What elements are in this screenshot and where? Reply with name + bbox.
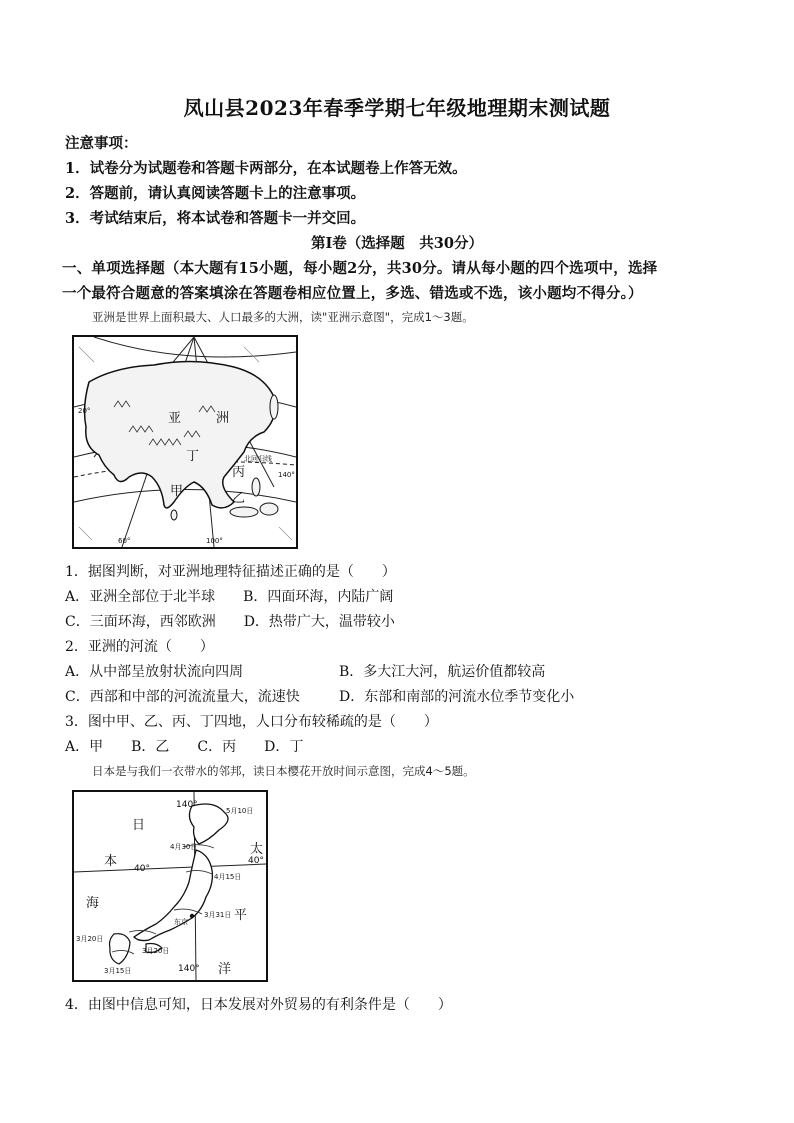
q1-stem: 1．据图判断，对亚洲地理特征描述正确的是（ ） [65,564,396,580]
japan-tokyo-label: 东京 [174,918,188,926]
q1-options-row2: C．三面环海，西邻欧洲 D．热带广大，温带较小 [65,614,395,630]
japan-date-331: 3月31日 [204,911,232,919]
notice-1: 1．试卷分为试题卷和答题卡两部分，在本试题卷上作答无效。 [65,160,467,177]
asia-label-ding: 丁 [186,449,200,464]
q2-option-c: C．西部和中部的河流流量大，流速快 [65,689,300,705]
asia-label-zhou: 洲 [216,411,230,426]
exam-title: 凤山县2023年春季学期七年级地理期末测试题 [183,96,611,120]
asia-label-ya: 亚 [168,411,182,426]
japan-date-315: 3月15日 [104,967,132,975]
part-heading: 第Ⅰ卷（选择题 共30分） [311,235,483,252]
section-instruction-line2: 一个最符合题意的答案填涂在答题卷相应位置上，多选、错选或不选，该小题均不得分。） [62,285,643,302]
group2-intro: 日本是与我们一衣带水的邻邦，读日本樱花开放时间示意图，完成4～5题。 [92,764,475,778]
japan-label-ping: 平 [234,908,248,923]
q4-stem: 4．由图中信息可知，日本发展对外贸易的有利条件是（ ） [65,997,452,1013]
asia-label-jia: 甲 [170,484,184,499]
asia-tropic-label: 北回归线 [244,455,272,463]
japan-lat-40-right: 40° [248,856,264,866]
notice-3: 3．考试结束后，将本试卷和答题卡一并交回。 [65,210,366,227]
asia-label-yi: 乙 [232,491,246,506]
japan-map-drawing [74,792,266,980]
japan-date-320-b: 3月20日 [142,947,170,955]
q3-options: A．甲 B．乙 C．丙 D．丁 [65,739,304,755]
japan-label-ri: 日 [132,818,146,833]
japan-label-tai: 太 [250,842,264,857]
asia-label-bing: 丙 [232,465,246,480]
japan-lon-140-bottom: 140° [178,964,200,974]
q2-stem: 2．亚洲的河流（ ） [65,639,214,655]
japan-label-yang: 洋 [218,962,232,977]
q1-options-row1: A．亚洲全部位于北半球 B．四面环海，内陆广阔 [65,589,394,605]
asia-lon-140: 140° [278,471,295,479]
asia-lon-60: 60° [118,537,131,545]
japan-date-430: 4月30日 [170,843,198,851]
q3-stem: 3．图中甲、乙、丙、丁四地，人口分布较稀疏的是（ ） [65,714,438,730]
asia-lat-20: 20° [78,407,91,415]
japan-map [72,790,268,982]
asia-map [72,335,298,549]
group1-intro: 亚洲是世界上面积最大、人口最多的大洲，读"亚洲示意图"，完成1～3题。 [92,310,474,324]
notice-heading: 注意事项： [65,135,138,152]
japan-label-hai: 海 [86,896,100,911]
japan-label-ben: 本 [104,854,118,869]
q2-option-b: B．多大江大河，航运价值都较高 [339,664,546,680]
section-instruction-line1: 一、单项选择题（本大题有15小题，每小题2分，共30分。请从每小题的四个选项中，选择 [62,260,658,277]
japan-lat-40-left: 40° [134,864,150,874]
q2-option-d: D．东部和南部的河流水位季节变化小 [339,689,575,705]
japan-date-320-a: 3月20日 [76,935,104,943]
q2-option-a: A．从中部呈放射状流向四周 [65,664,244,680]
japan-lon-140-top: 140° [176,800,198,810]
asia-lon-100: 100° [206,537,223,545]
japan-date-415: 4月15日 [214,873,242,881]
notice-2: 2．答题前，请认真阅读答题卡上的注意事项。 [65,185,366,202]
japan-date-510: 5月10日 [226,807,254,815]
asia-map-drawing [74,337,296,547]
